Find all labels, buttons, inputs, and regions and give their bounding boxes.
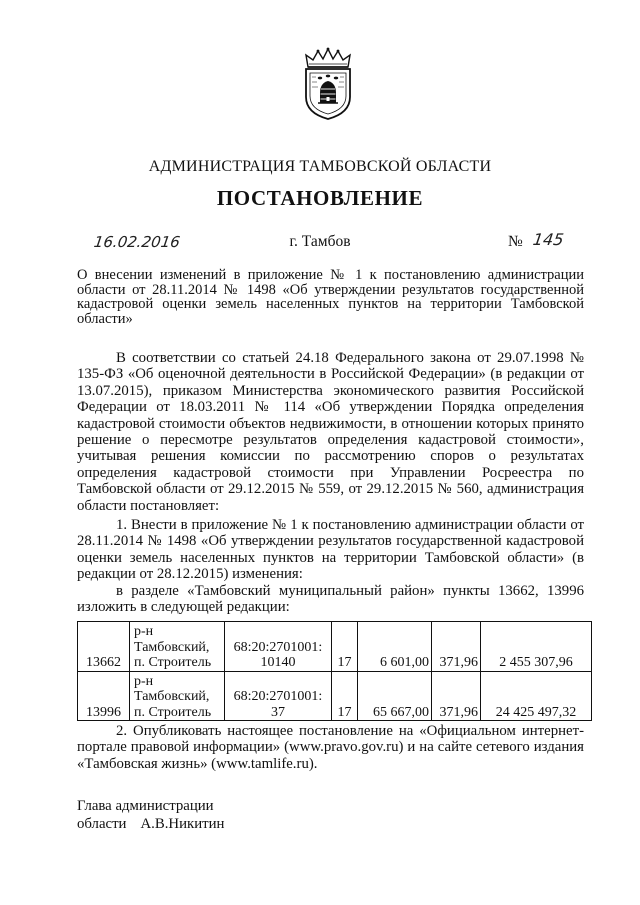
location-line: р-н bbox=[134, 673, 154, 689]
signature-block bbox=[77, 797, 224, 833]
land-valuation-table bbox=[77, 621, 592, 721]
tambov-coat-of-arms-icon bbox=[296, 47, 360, 121]
row-rate-cell: 371,96 bbox=[432, 622, 481, 672]
location-line: п. Строитель bbox=[134, 655, 212, 670]
row-zone-cell: 17 bbox=[332, 671, 358, 721]
document-date: 16.02.2016 bbox=[92, 233, 182, 251]
item-2-paragraph: 2. Опубликовать настоящее постановление на «Официальном интернет-портале правовой информации» (www.pravo.gov.ru) и на сайте сетевого издания «Тамбовская жизнь» (www.tamlife.ru). bbox=[77, 723, 584, 772]
signatory-title-cont: области bbox=[77, 816, 127, 832]
item-1-paragraph: 1. Внести в приложение № 1 к постановлению администрации области от 28.11.2014 № 1498 «Об утверждении результатов государственной кадастровой оценки земель населенных пунктов на территории Тамбовской области» (в редакции от 28.12.2015) изменения: bbox=[77, 517, 584, 583]
signatory-line bbox=[77, 815, 224, 833]
cadastral-line: 68:20:2701001: bbox=[233, 689, 323, 704]
document-type-title: ПОСТАНОВЛЕНИЕ bbox=[216, 186, 424, 210]
item-1-sub-paragraph: в разделе «Тамбовский муниципальный район» пункты 13662, 13996 изложить в следующей редакции: bbox=[77, 583, 584, 616]
row-area-cell: 65 667,00 bbox=[358, 671, 432, 721]
agency-title: АДМИНИСТРАЦИЯ ТАМБОВСКОЙ ОБЛАСТИ bbox=[148, 158, 492, 175]
row-area-cell: 6 601,00 bbox=[358, 622, 432, 672]
location-line: Тамбовский, bbox=[134, 639, 210, 655]
document-city: г. Тамбов bbox=[289, 233, 351, 250]
signatory-name: А.В.Никитин bbox=[140, 816, 225, 832]
location-line: р-н bbox=[134, 624, 154, 639]
row-id-cell: 13662 bbox=[78, 622, 130, 672]
row-id-cell: 13996 bbox=[78, 671, 130, 721]
location-line: п. Строитель bbox=[134, 704, 212, 720]
row-rate-cell: 371,96 bbox=[432, 671, 481, 721]
table-row bbox=[78, 671, 592, 721]
table-row bbox=[78, 622, 592, 672]
document-number-label: № bbox=[508, 233, 523, 250]
row-location-cell bbox=[130, 622, 225, 672]
document-subject: О внесении изменений в приложение № 1 к постановлению администрации области от 28.11.2014 № 1498 «Об утверждении результатов государственной кадастровой оценки земель населенных пунктов на территории Тамбовской области» bbox=[77, 267, 584, 327]
row-total-cell: 2 455 307,96 bbox=[481, 622, 592, 672]
signatory-title: Глава администрации bbox=[77, 798, 214, 814]
preamble-paragraph: В соответствии со статьей 24.18 Федерального закона от 29.07.1998 № 135-ФЗ «Об оценочной деятельности в Российской Федерации» (в редакции от 13.07.2015), приказом Министерства экономического развития Российской Федерации от 18.03.2011 № 114 «Об утверждении Порядка определения кадастровой стоимости объектов недвижимости, в отношении которых принято решение о пересмотре результатов определения кадастровой стоимости», учитывая решения комиссии по рассмотрению споров о результатах определения кадастровой стоимости при Управлении Росреестра по Тамбовской области от 29.12.2015 № 559, от 29.12.2015 № 560, администрация области постановляет: bbox=[77, 350, 584, 514]
cadastral-line: 37 bbox=[271, 704, 285, 720]
row-total-cell: 24 425 497,32 bbox=[481, 671, 592, 721]
cadastral-line: 68:20:2701001: bbox=[233, 639, 323, 655]
cadastral-line: 10140 bbox=[260, 655, 296, 670]
location-line: Тамбовский, bbox=[134, 689, 210, 704]
row-cadastral-cell bbox=[225, 671, 332, 721]
row-cadastral-cell bbox=[225, 622, 332, 672]
document-number: 145 bbox=[531, 230, 565, 249]
row-location-cell bbox=[130, 671, 225, 721]
row-zone-cell: 17 bbox=[332, 622, 358, 672]
